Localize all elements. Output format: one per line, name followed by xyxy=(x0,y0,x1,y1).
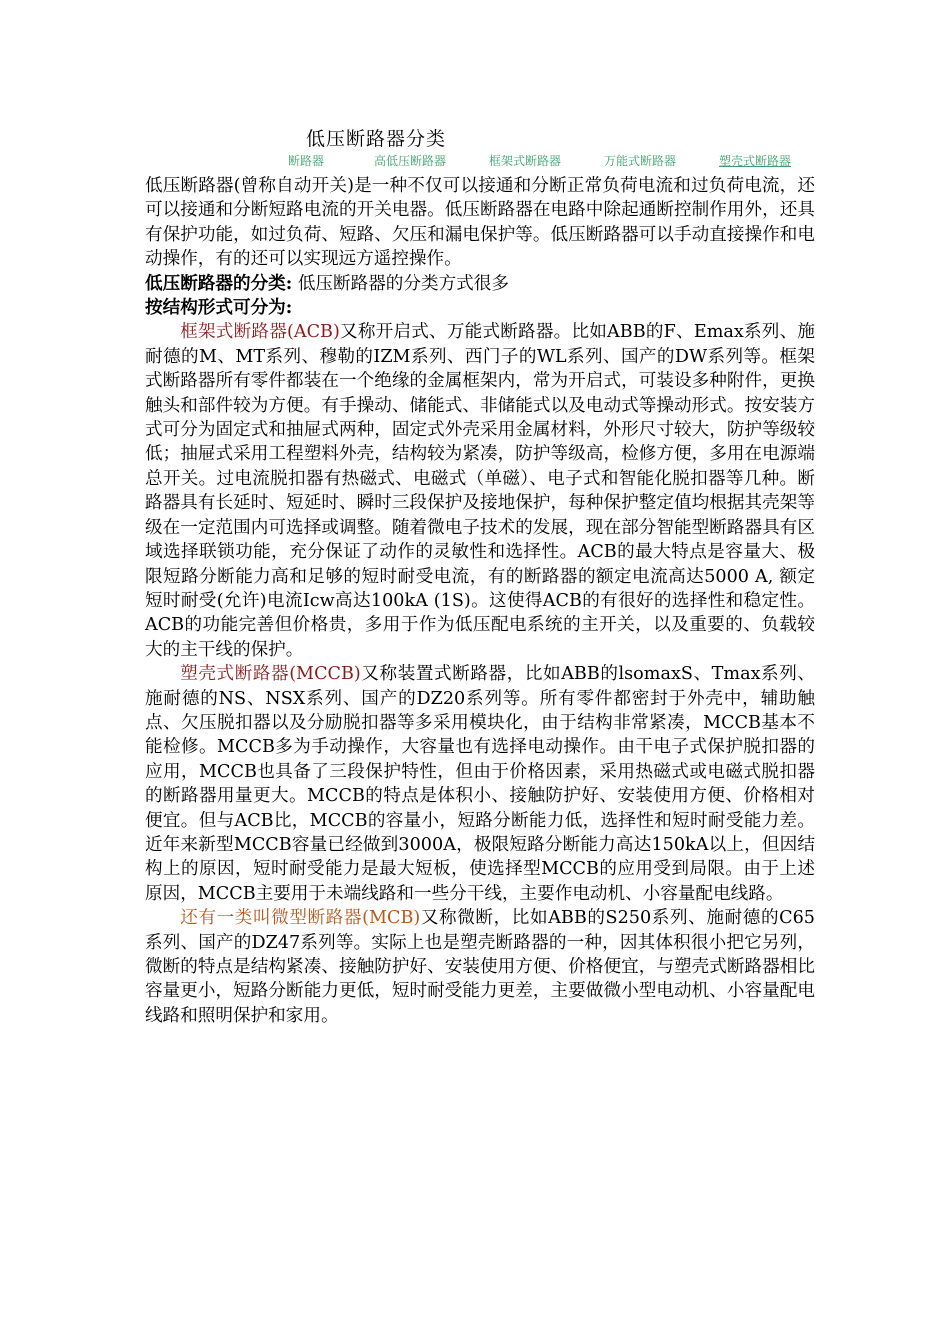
acb-lead: 框架式断路器(ACB) xyxy=(180,322,340,343)
mccb-text: 又称装置式断路器，比如ABB的lsomaxS、Tmax系列、施耐德的NS、NSX系列、国产的DZ20系列等。所有零件都密封于外壳中，辅助触点、欠压脱扣器以及分励脱扣器等多采用模块化，由于结构非常紧凑，MCCB基本不能检修。MCCB多为手动操作，大容量也有选择电动操作。由干电子式保护脱扣器的应用，MCCB也具备了三段保护特性，但由于价格因素，采用热磁式或电磁式脱扣器的断路器用量更大。MCCB的特点是体积小、接触防护好、安装使用方便、价格相对便宜。但与ACB比，MCCB的容量小，短路分断能力低，选择性和短时耐受能力差。近年来新型MCCB容量已经做到3000A，极限短路分断能力高达150kA以上，但因结构上的原因，短时耐受能力是最大短板，使选择型MCCB的应用受到局限。由于上述原因，MCCB主要用于未端线路和一些分干线，主要作电动机、小容量配电线路。 xyxy=(145,664,815,904)
document-body xyxy=(145,174,815,1028)
tag-link-gaodiya[interactable]: 高低压断路器 xyxy=(374,154,447,168)
document-title: 低压断路器分类 xyxy=(306,128,447,150)
acb-paragraph xyxy=(145,320,815,662)
acb-text: 又称开启式、万能式断路器。比如ABB的F、Emax系列、施耐德的M、MT系列、穆勒的IZM系列、西门子的WL系列、国产的DW系列等。框架式断路器所有零件都装在一个绝缘的金属框架内，常为开启式，可装设多种附件，更换触头和部件较为方便。有手操动、储能式、非储能式以及电动式等操动形式。按安装方式可分为固定式和抽屉式两种，固定式外壳采用金属材料，外形尺寸较大，防护等级较低；抽屉式采用工程塑料外壳，结构较为紧凑，防护等级高，检修方便，多用在电源端总开关。过电流脱扣器有热磁式、电磁式（单磁）、电子式和智能化脱扣器等几种。断路器具有长延时、短延时、瞬时三段保护及接地保护，每种保护整定值均根据其壳架等级在一定范围内可选择或调整。随着微电子技术的发展，现在部分智能型断路器具有区域选择联锁功能，充分保证了动作的灵敏性和选择性。ACB的最大特点是容量大、极限短路分断能力高和足够的短时耐受电流，有的断路器的额定电流高达5000 A, 额定短时耐受(允许)电流Icw高达100kA (1S)。这使得ACB的有很好的选择性和稳定性。ACB的功能完善但价格贵，多用于作为低压配电系统的主开关，以及重要的、负载较大的主干线的保护。 xyxy=(145,322,815,660)
tag-link-duanluqi[interactable]: 断路器 xyxy=(288,154,325,168)
structure-heading: 按结构形式可分为: xyxy=(145,297,293,319)
mcb-text: 又称微断，比如ABB的S250系列、施耐德的C65系列、国产的DZ47系列等。实际上也是塑壳断路器的一种，因其体积很小把它另列，微断的特点是结构紧凑、接触防护好、安装使用方便、价格便宜，与塑壳式断路器相比容量更小，短路分断能力更低，短时耐受能力更差，主要做微小型电动机、小容量配电线路和照明保护和家用。 xyxy=(145,908,815,1026)
mccb-lead: 塑壳式断路器(MCCB) xyxy=(180,664,361,685)
tag-link-suke[interactable]: 塑壳式断路器 xyxy=(719,154,792,168)
tag-link-kuangjia[interactable]: 框架式断路器 xyxy=(489,154,562,168)
tag-link-wanneng[interactable]: 万能式断路器 xyxy=(604,154,677,168)
mcb-lead: 还有一类叫微型断路器(MCB) xyxy=(180,908,421,929)
intro-paragraph: 低压断路器(曾称自动开关)是一种不仅可以接通和分断正常负荷电流和过负荷电流，还可以接通和分断短路电流的开关电器。低压断路器在电路中除起通断控制作用外，还具有保护功能，如过负荷、短路、欠压和漏电保护等。低压断路器可以手动直接操作和电动操作，有的还可以实现远方遥控操作。 xyxy=(145,176,815,270)
mccb-paragraph xyxy=(145,662,815,906)
classification-line xyxy=(145,272,815,296)
mcb-paragraph xyxy=(145,906,815,1028)
classification-heading: 低压断路器的分类: xyxy=(145,272,293,294)
classification-text: 低压断路器的分类方式很多 xyxy=(292,273,509,294)
